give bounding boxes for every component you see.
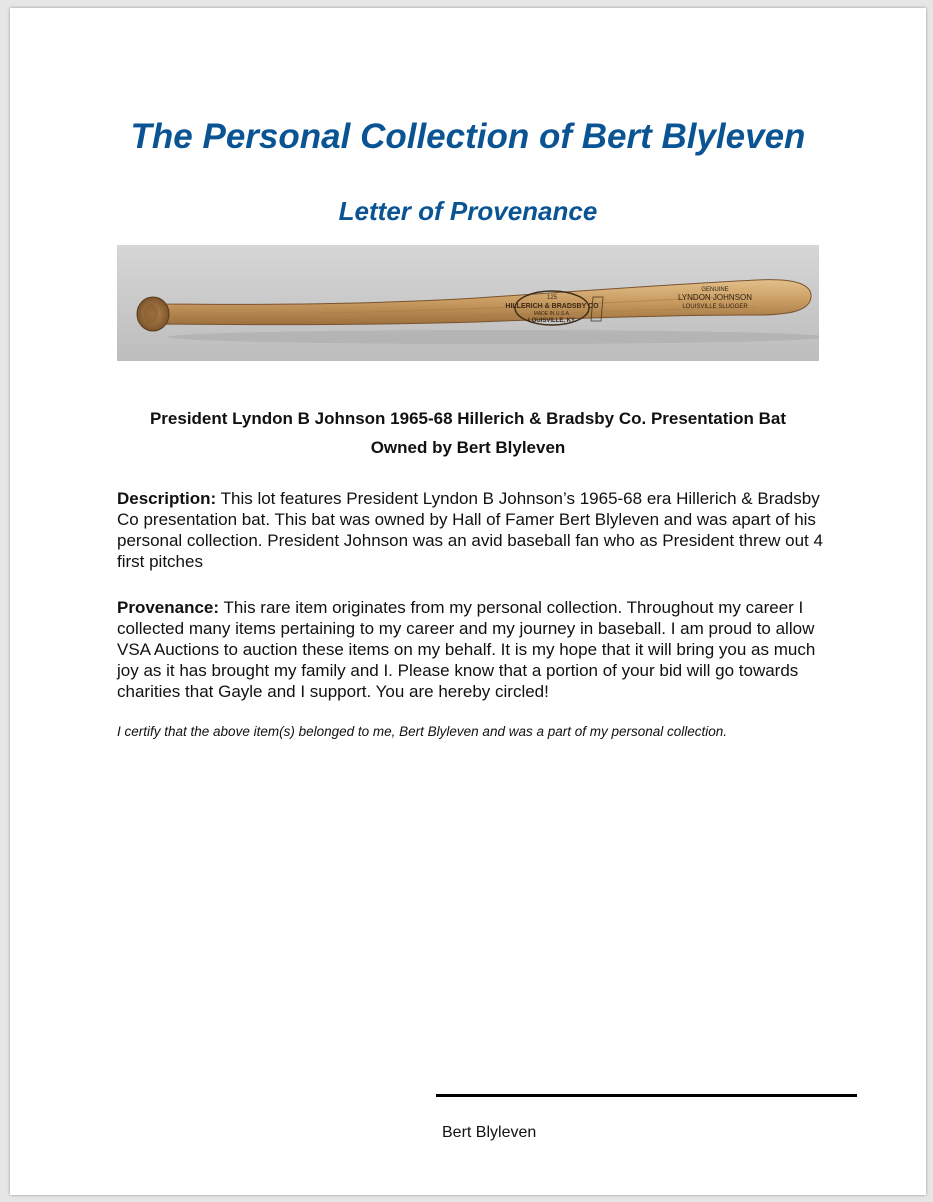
bat-label-line-1: GENUINE <box>701 287 729 293</box>
oval-logo-line-3: MADE IN U.S.A. <box>533 311 571 317</box>
lot-title <box>90 404 846 462</box>
bat-label-line-2: LYNDON JOHNSON <box>677 293 753 302</box>
letter-page <box>10 8 926 1195</box>
oval-logo-line-4: LOUISVILLE, KY. <box>527 318 577 324</box>
provenance-text: This rare item originates from my personal collection. Throughout my career I collected many items pertaining to my career and my journey in baseball. I am proud to allow VSA Auctions to auction these items on my behalf. It is my hope that it will bring you as much joy as it has brought my family and I. Please know that a portion of your bid will go towards charities that Gayle and I support. You are hereby circled! <box>117 598 816 701</box>
signature-line <box>436 1094 857 1097</box>
page-subtitle: Letter of Provenance <box>338 196 598 226</box>
provenance-paragraph <box>117 597 829 702</box>
signature-name: Bert Blyleven <box>442 1124 537 1141</box>
description-paragraph <box>117 488 829 572</box>
provenance-label: Provenance: <box>117 598 220 617</box>
lot-title-line-2: Owned by Bert Blyleven <box>370 438 566 457</box>
page-title: The Personal Collection of Bert Blyleven <box>130 117 806 156</box>
bat-label-line-3: LOUISVILLE SLUGGER <box>682 304 748 310</box>
description-label: Description: <box>117 489 217 508</box>
lot-title-line-1: President Lyndon B Johnson 1965-68 Hillerich & Bradsby Co. Presentation Bat <box>149 409 787 428</box>
baseball-bat-photo <box>117 245 819 361</box>
certification-statement: I certify that the above item(s) belonged to me, Bert Blyleven and was a part of my personal collection. <box>117 724 728 739</box>
description-text: This lot features President Lyndon B Johnson’s 1965-68 era Hillerich & Bradsby Co presentation bat. This bat was owned by Hall of Famer Bert Blyleven and was apart of his personal collection. President Johnson was an avid baseball fan who as President threw out 4 first pitches <box>117 489 823 571</box>
oval-logo-line-2: HILLERICH & BRADSBY CO <box>505 303 599 310</box>
oval-logo-line-1: 125 <box>546 295 558 301</box>
